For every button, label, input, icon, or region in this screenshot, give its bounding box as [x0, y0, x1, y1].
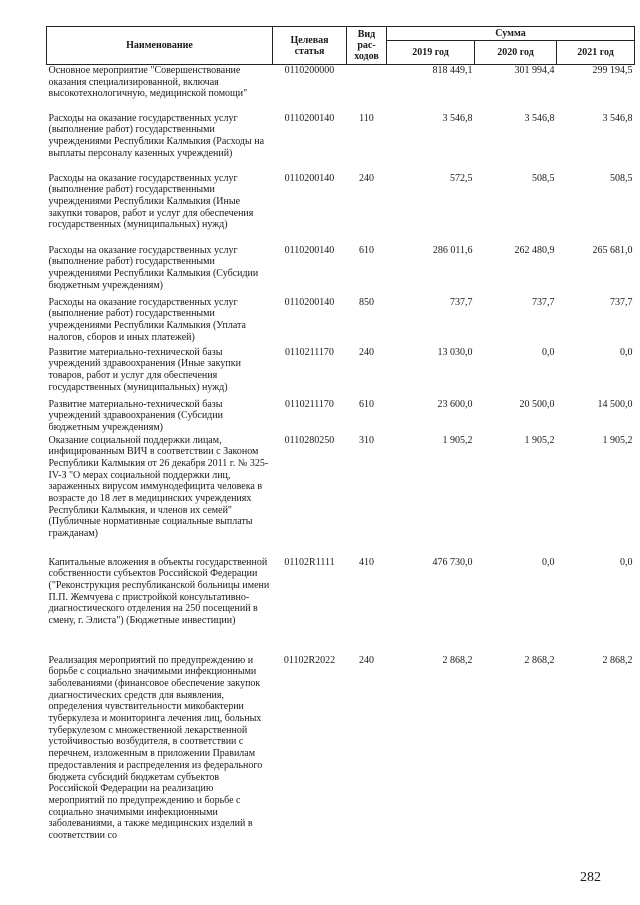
- row-sum-2019: 1 905,2: [442, 434, 473, 446]
- row-expense-type: 240: [359, 172, 374, 184]
- row-name: Оказание социальной поддержки лицам, инфицированным ВИЧ в соответствии с Законом Республики Калмыкия от 26 декабря 2011 г. № 325-IV-З "О мерах социальной поддержки лиц, зараженных вирусом иммунодефицита человека в возрасте до 18 лет в медицинских учреждениях Республики Калмыкия, и членов их семей" (Публичные нормативные социальные выплаты гражданам): [48, 434, 269, 540]
- row-name: Развитие материально-технической базы учреждений здравоохранения (Иные закупки товаров, работ и услуг для обеспечения государственных (муниципальных) нужд): [48, 346, 241, 393]
- row-target-article: 0110280250: [284, 434, 335, 446]
- row-expense-type: [347, 65, 387, 113]
- table-row: [47, 557, 635, 655]
- row-sum-2021: 1 905,2: [602, 434, 633, 446]
- header-year-2019: 2019 год: [387, 41, 475, 65]
- row-name: Расходы на оказание государственных услуг (выполнение работ) государственными учреждениями Республики Калмыкия (Субсидии бюджетным учреждениям): [48, 244, 259, 291]
- row-sum-2020: 262 480,9: [514, 244, 555, 256]
- row-target-article: 0110211170: [285, 398, 334, 410]
- header-sum: Сумма: [387, 27, 635, 41]
- row-sum-2019: 818 449,1: [432, 65, 473, 76]
- table-row: [47, 65, 635, 113]
- page-number: 282: [580, 870, 601, 885]
- row-sum-2021: 265 681,0: [592, 244, 633, 256]
- header-year-2020: 2020 год: [475, 41, 557, 65]
- table-row: [47, 655, 635, 867]
- row-sum-2019: 737,7: [450, 296, 473, 308]
- table-row: [47, 245, 635, 297]
- row-sum-2019: 572,5: [450, 172, 473, 184]
- row-name: Расходы на оказание государственных услуг (выполнение работ) государственными учреждениями Республики Калмыкия (Расходы на выплаты персоналу казенных учреждений): [48, 112, 265, 159]
- row-target-article: 0110200140: [284, 296, 335, 308]
- row-expense-type: 610: [359, 398, 374, 410]
- row-sum-2021: 0,0: [620, 346, 633, 358]
- row-name: Капитальные вложения в объекты государственной собственности субъектов Российской Федерации ("Реконструкция республиканской больницы имени П.П. Жемчуева с пристройкой консультативно-диагностического отделения на 250 посещений в смену, г. Элиста") (Бюджетные инвестиции): [48, 556, 270, 627]
- row-sum-2019: 13 030,0: [437, 346, 473, 358]
- row-sum-2019: 286 011,6: [432, 244, 473, 256]
- row-sum-2021: 0,0: [620, 556, 633, 568]
- table-header: [47, 27, 635, 65]
- row-sum-2020: 508,5: [532, 172, 555, 184]
- row-target-article: 0110200140: [284, 244, 335, 256]
- row-expense-type: 610: [359, 244, 374, 256]
- row-sum-2019: 23 600,0: [437, 398, 473, 410]
- header-year-2021: 2021 год: [557, 41, 635, 65]
- row-sum-2020: 3 546,8: [524, 112, 555, 124]
- row-sum-2021: 3 546,8: [602, 112, 633, 124]
- row-target-article: 0110200000: [284, 65, 335, 76]
- row-expense-type: 110: [359, 112, 374, 124]
- row-sum-2021: 299 194,5: [592, 65, 633, 76]
- row-sum-2020: 0,0: [542, 556, 555, 568]
- row-sum-2020: 2 868,2: [524, 654, 555, 666]
- table-row: [47, 399, 635, 435]
- row-target-article: 0110200140: [284, 112, 335, 124]
- header-target-article: Целевая статья: [273, 27, 347, 65]
- table-row: [47, 173, 635, 245]
- table-row: [47, 113, 635, 173]
- row-name: Развитие материально-технической базы учреждений здравоохранения (Субсидии бюджетным учреждениям): [48, 398, 223, 433]
- row-sum-2021: 2 868,2: [602, 654, 633, 666]
- row-name: Расходы на оказание государственных услуг (выполнение работ) государственными учреждениями Республики Калмыкия (Иные закупки товаров, работ и услуг для обеспечения государственных (муниципальных) нужд): [48, 172, 254, 231]
- row-name: Расходы на оказание государственных услуг (выполнение работ) государственными учреждениями Республики Калмыкия (Уплата налогов, сборов и иных платежей): [48, 296, 246, 343]
- row-sum-2020: 0,0: [542, 346, 555, 358]
- row-sum-2019: 3 546,8: [442, 112, 473, 124]
- row-sum-2020: 1 905,2: [524, 434, 555, 446]
- row-expense-type: 310: [359, 434, 374, 446]
- row-expense-type: 240: [359, 654, 374, 666]
- table-row: [47, 297, 635, 347]
- table-row: [47, 347, 635, 399]
- row-expense-type: 850: [359, 296, 374, 308]
- row-target-article: 01102R2022: [283, 654, 336, 666]
- row-sum-2020: 301 994,4: [514, 65, 555, 76]
- row-sum-2021: 737,7: [610, 296, 633, 308]
- row-name: Реализация мероприятий по предупреждению и борьбе с социально значимыми инфекционными заболеваниями (финансовое обеспечение закупок диагностических средств для выявления, определения чувствительности микобактерии туберкулеза и мониторинга лечения лиц, больных туберкулезом с множественной лекарственной устойчивостью возбудителя, в соответствии с перечнем, изложенным в приложении Правилам предоставления и распределения из федерального бюджета субсидий бюджетам субъектов Российской Федерации на реализацию мероприятий по предупреждению и борьбе с социально значимыми инфекционными заболеваниями, а также медицинских изделий в соответствии со: [48, 654, 263, 842]
- row-expense-type: 240: [359, 346, 374, 358]
- row-sum-2019: 476 730,0: [432, 556, 473, 568]
- row-target-article: 01102R1111: [284, 556, 335, 568]
- row-target-article: 0110211170: [285, 346, 334, 358]
- header-expense-type: Вид рас-ходов: [347, 27, 387, 65]
- row-sum-2020: 737,7: [532, 296, 555, 308]
- row-target-article: 0110200140: [284, 172, 335, 184]
- header-name: Наименование: [47, 27, 273, 65]
- table-body: [47, 65, 635, 867]
- row-name: Основное мероприятие "Совершенствование оказания специализированной, включая высокотехнологичную, медицинской помощи": [48, 65, 248, 100]
- table-row: [47, 435, 635, 557]
- row-sum-2021: 14 500,0: [597, 398, 633, 410]
- row-sum-2020: 20 500,0: [519, 398, 555, 410]
- budget-table: [46, 26, 635, 867]
- row-sum-2021: 508,5: [610, 172, 633, 184]
- row-expense-type: 410: [359, 556, 374, 568]
- row-sum-2019: 2 868,2: [442, 654, 473, 666]
